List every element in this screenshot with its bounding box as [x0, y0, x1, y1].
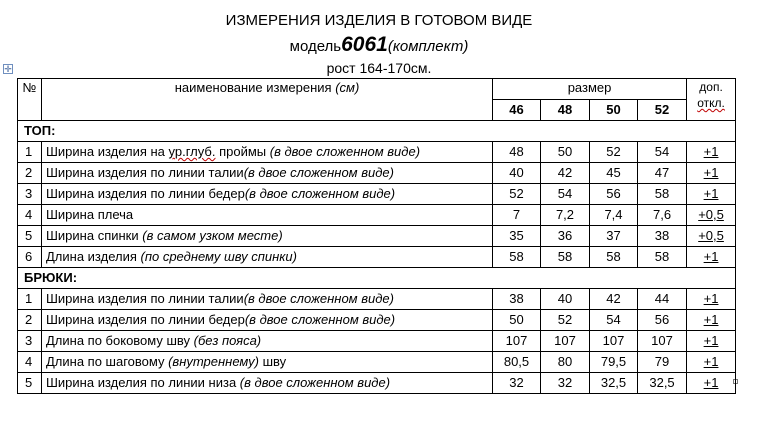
tolerance-text: +1 — [703, 375, 719, 390]
measurement-name — [42, 205, 493, 226]
row-number: 1 — [18, 142, 42, 163]
table-row — [18, 289, 736, 310]
tolerance-value — [687, 205, 736, 226]
tolerance-text: +1 — [703, 249, 719, 264]
size-value: 80 — [541, 352, 590, 373]
row-number: 3 — [18, 184, 42, 205]
table-row — [18, 205, 736, 226]
measurement-name — [42, 352, 493, 373]
size-value: 54 — [590, 310, 638, 331]
size-value: 32 — [541, 373, 590, 394]
tolerance-text: +1 — [703, 291, 719, 306]
size-value: 7 — [493, 205, 541, 226]
measurement-note: (в двое сложенном виде) — [243, 291, 394, 306]
table-row — [18, 310, 736, 331]
size-value: 50 — [493, 310, 541, 331]
tolerance-text: +0,5 — [698, 228, 724, 243]
name-text: Ширина изделия по линии талии — [46, 291, 244, 306]
table-row — [18, 331, 736, 352]
measurement-name — [42, 163, 493, 184]
name-text: Ширина изделия на — [46, 144, 169, 159]
size-value: 52 — [590, 142, 638, 163]
tolerance-value — [687, 310, 736, 331]
name-marked-text: ур.глуб. — [168, 144, 216, 159]
measurement-name — [42, 373, 493, 394]
tolerance-text: +1 — [703, 354, 719, 369]
header-tolerance-line1: доп. — [699, 80, 723, 94]
size-value: 38 — [493, 289, 541, 310]
size-value: 80,5 — [493, 352, 541, 373]
tolerance-value — [687, 184, 736, 205]
size-value: 107 — [590, 331, 638, 352]
size-value: 44 — [638, 289, 687, 310]
size-value: 35 — [493, 226, 541, 247]
tolerance-value — [687, 142, 736, 163]
tolerance-value — [687, 289, 736, 310]
measurement-note: (в самом узком месте) — [142, 228, 283, 243]
row-number: 2 — [18, 163, 42, 184]
name-text: Ширина плеча — [46, 207, 134, 222]
header-name-unit: (см) — [335, 80, 360, 95]
size-value: 40 — [493, 163, 541, 184]
measurement-note: (в двое сложенном виде) — [244, 186, 396, 201]
size-value: 58 — [493, 247, 541, 268]
model-number: 6061 — [341, 33, 388, 56]
header-name-text: наименование измерения — [174, 80, 332, 95]
model-line — [0, 33, 758, 57]
size-value: 7,2 — [541, 205, 590, 226]
size-52: 52 — [638, 100, 687, 121]
size-value: 58 — [638, 184, 687, 205]
size-value: 47 — [638, 163, 687, 184]
size-value: 58 — [590, 247, 638, 268]
header-tolerance — [687, 79, 736, 121]
table-row — [18, 352, 736, 373]
name-text: Ширина изделия по линии талии — [46, 165, 244, 180]
size-50: 50 — [590, 100, 638, 121]
size-value: 54 — [638, 142, 687, 163]
name-rest-text: проймы — [215, 144, 270, 159]
size-value: 52 — [493, 184, 541, 205]
section-row — [18, 121, 736, 142]
model-suffix: (комплект) — [387, 38, 469, 55]
tolerance-text: +1 — [703, 333, 719, 348]
size-value: 32,5 — [590, 373, 638, 394]
size-value: 32 — [493, 373, 541, 394]
size-value: 79,5 — [590, 352, 638, 373]
table-row — [18, 163, 736, 184]
header-tolerance-line2: откл. — [697, 96, 725, 110]
table-row — [18, 184, 736, 205]
size-value: 32,5 — [638, 373, 687, 394]
measurement-name — [42, 226, 493, 247]
header-size: размер — [493, 79, 687, 100]
size-value: 42 — [590, 289, 638, 310]
tolerance-text: +1 — [703, 165, 719, 180]
size-value: 37 — [590, 226, 638, 247]
measurement-name — [42, 184, 493, 205]
tolerance-text: +1 — [703, 186, 719, 201]
size-value: 107 — [541, 331, 590, 352]
row-number: 5 — [18, 373, 42, 394]
table-header-row — [18, 79, 736, 100]
size-value: 45 — [590, 163, 638, 184]
header-number: № — [18, 79, 42, 121]
section-title: БРЮКИ: — [18, 268, 736, 289]
size-value: 58 — [638, 247, 687, 268]
name-text: Длина изделия — [46, 249, 141, 264]
measurement-note: (без пояса) — [193, 333, 262, 348]
row-number: 4 — [18, 205, 42, 226]
measurement-name — [42, 247, 493, 268]
size-48: 48 — [541, 100, 590, 121]
size-value: 79 — [638, 352, 687, 373]
name-text: Ширина спинки — [46, 228, 143, 243]
size-value: 54 — [541, 184, 590, 205]
row-number: 6 — [18, 247, 42, 268]
measurement-note: (по среднему шву спинки) — [140, 249, 297, 264]
tolerance-value — [687, 163, 736, 184]
size-value: 56 — [638, 310, 687, 331]
name-text: Ширина изделия по линии бедер — [46, 312, 245, 327]
section-row — [18, 268, 736, 289]
measurement-note: (в двое сложенном виде) — [239, 375, 391, 390]
size-value: 7,6 — [638, 205, 687, 226]
tolerance-text: +0,5 — [698, 207, 724, 222]
measurement-note: (в двое сложенном виде) — [244, 312, 396, 327]
name-text: Ширина изделия по линии бедер — [46, 186, 245, 201]
document-title: ИЗМЕРЕНИЯ ИЗДЕЛИЯ В ГОТОВОМ ВИДЕ — [225, 12, 533, 29]
size-value: 36 — [541, 226, 590, 247]
tolerance-value — [687, 352, 736, 373]
size-value: 40 — [541, 289, 590, 310]
size-value: 107 — [493, 331, 541, 352]
model-prefix: модель — [289, 38, 342, 55]
measurement-note: (в двое сложенном виде) — [269, 144, 421, 159]
table-row — [18, 247, 736, 268]
name-text: Ширина изделия по линии низа — [46, 375, 240, 390]
size-value: 56 — [590, 184, 638, 205]
size-value: 42 — [541, 163, 590, 184]
tolerance-value — [687, 331, 736, 352]
table-move-handle-icon[interactable]: ✛ — [4, 64, 12, 74]
row-number: 3 — [18, 331, 42, 352]
tolerance-text: +1 — [703, 144, 719, 159]
row-number: 4 — [18, 352, 42, 373]
tolerance-value — [687, 373, 736, 394]
tolerance-value — [687, 247, 736, 268]
size-value: 48 — [493, 142, 541, 163]
measurements-table — [17, 78, 736, 394]
tolerance-value — [687, 226, 736, 247]
name-text: Длина по шаговому — [46, 354, 169, 369]
table-body — [18, 121, 736, 394]
section-title: ТОП: — [18, 121, 736, 142]
name-after-note: шву — [259, 354, 287, 369]
size-value: 58 — [541, 247, 590, 268]
table-row — [18, 142, 736, 163]
size-value: 38 — [638, 226, 687, 247]
measurement-name — [42, 331, 493, 352]
size-value: 50 — [541, 142, 590, 163]
measurement-note: (внутреннему) — [168, 354, 259, 369]
name-text: Длина по боковому шву — [46, 333, 194, 348]
tolerance-text: +1 — [703, 312, 719, 327]
header-measurement-name — [42, 79, 493, 121]
table-row — [18, 226, 736, 247]
row-number: 2 — [18, 310, 42, 331]
size-value: 52 — [541, 310, 590, 331]
size-value: 107 — [638, 331, 687, 352]
measurement-name — [42, 142, 493, 163]
size-value: 7,4 — [590, 205, 638, 226]
table-row — [18, 373, 736, 394]
measurement-note: (в двое сложенном виде) — [243, 165, 394, 180]
row-number: 5 — [18, 226, 42, 247]
height-range: рост 164-170см. — [326, 60, 432, 76]
row-number: 1 — [18, 289, 42, 310]
measurement-name — [42, 310, 493, 331]
measurement-name — [42, 289, 493, 310]
size-46: 46 — [493, 100, 541, 121]
